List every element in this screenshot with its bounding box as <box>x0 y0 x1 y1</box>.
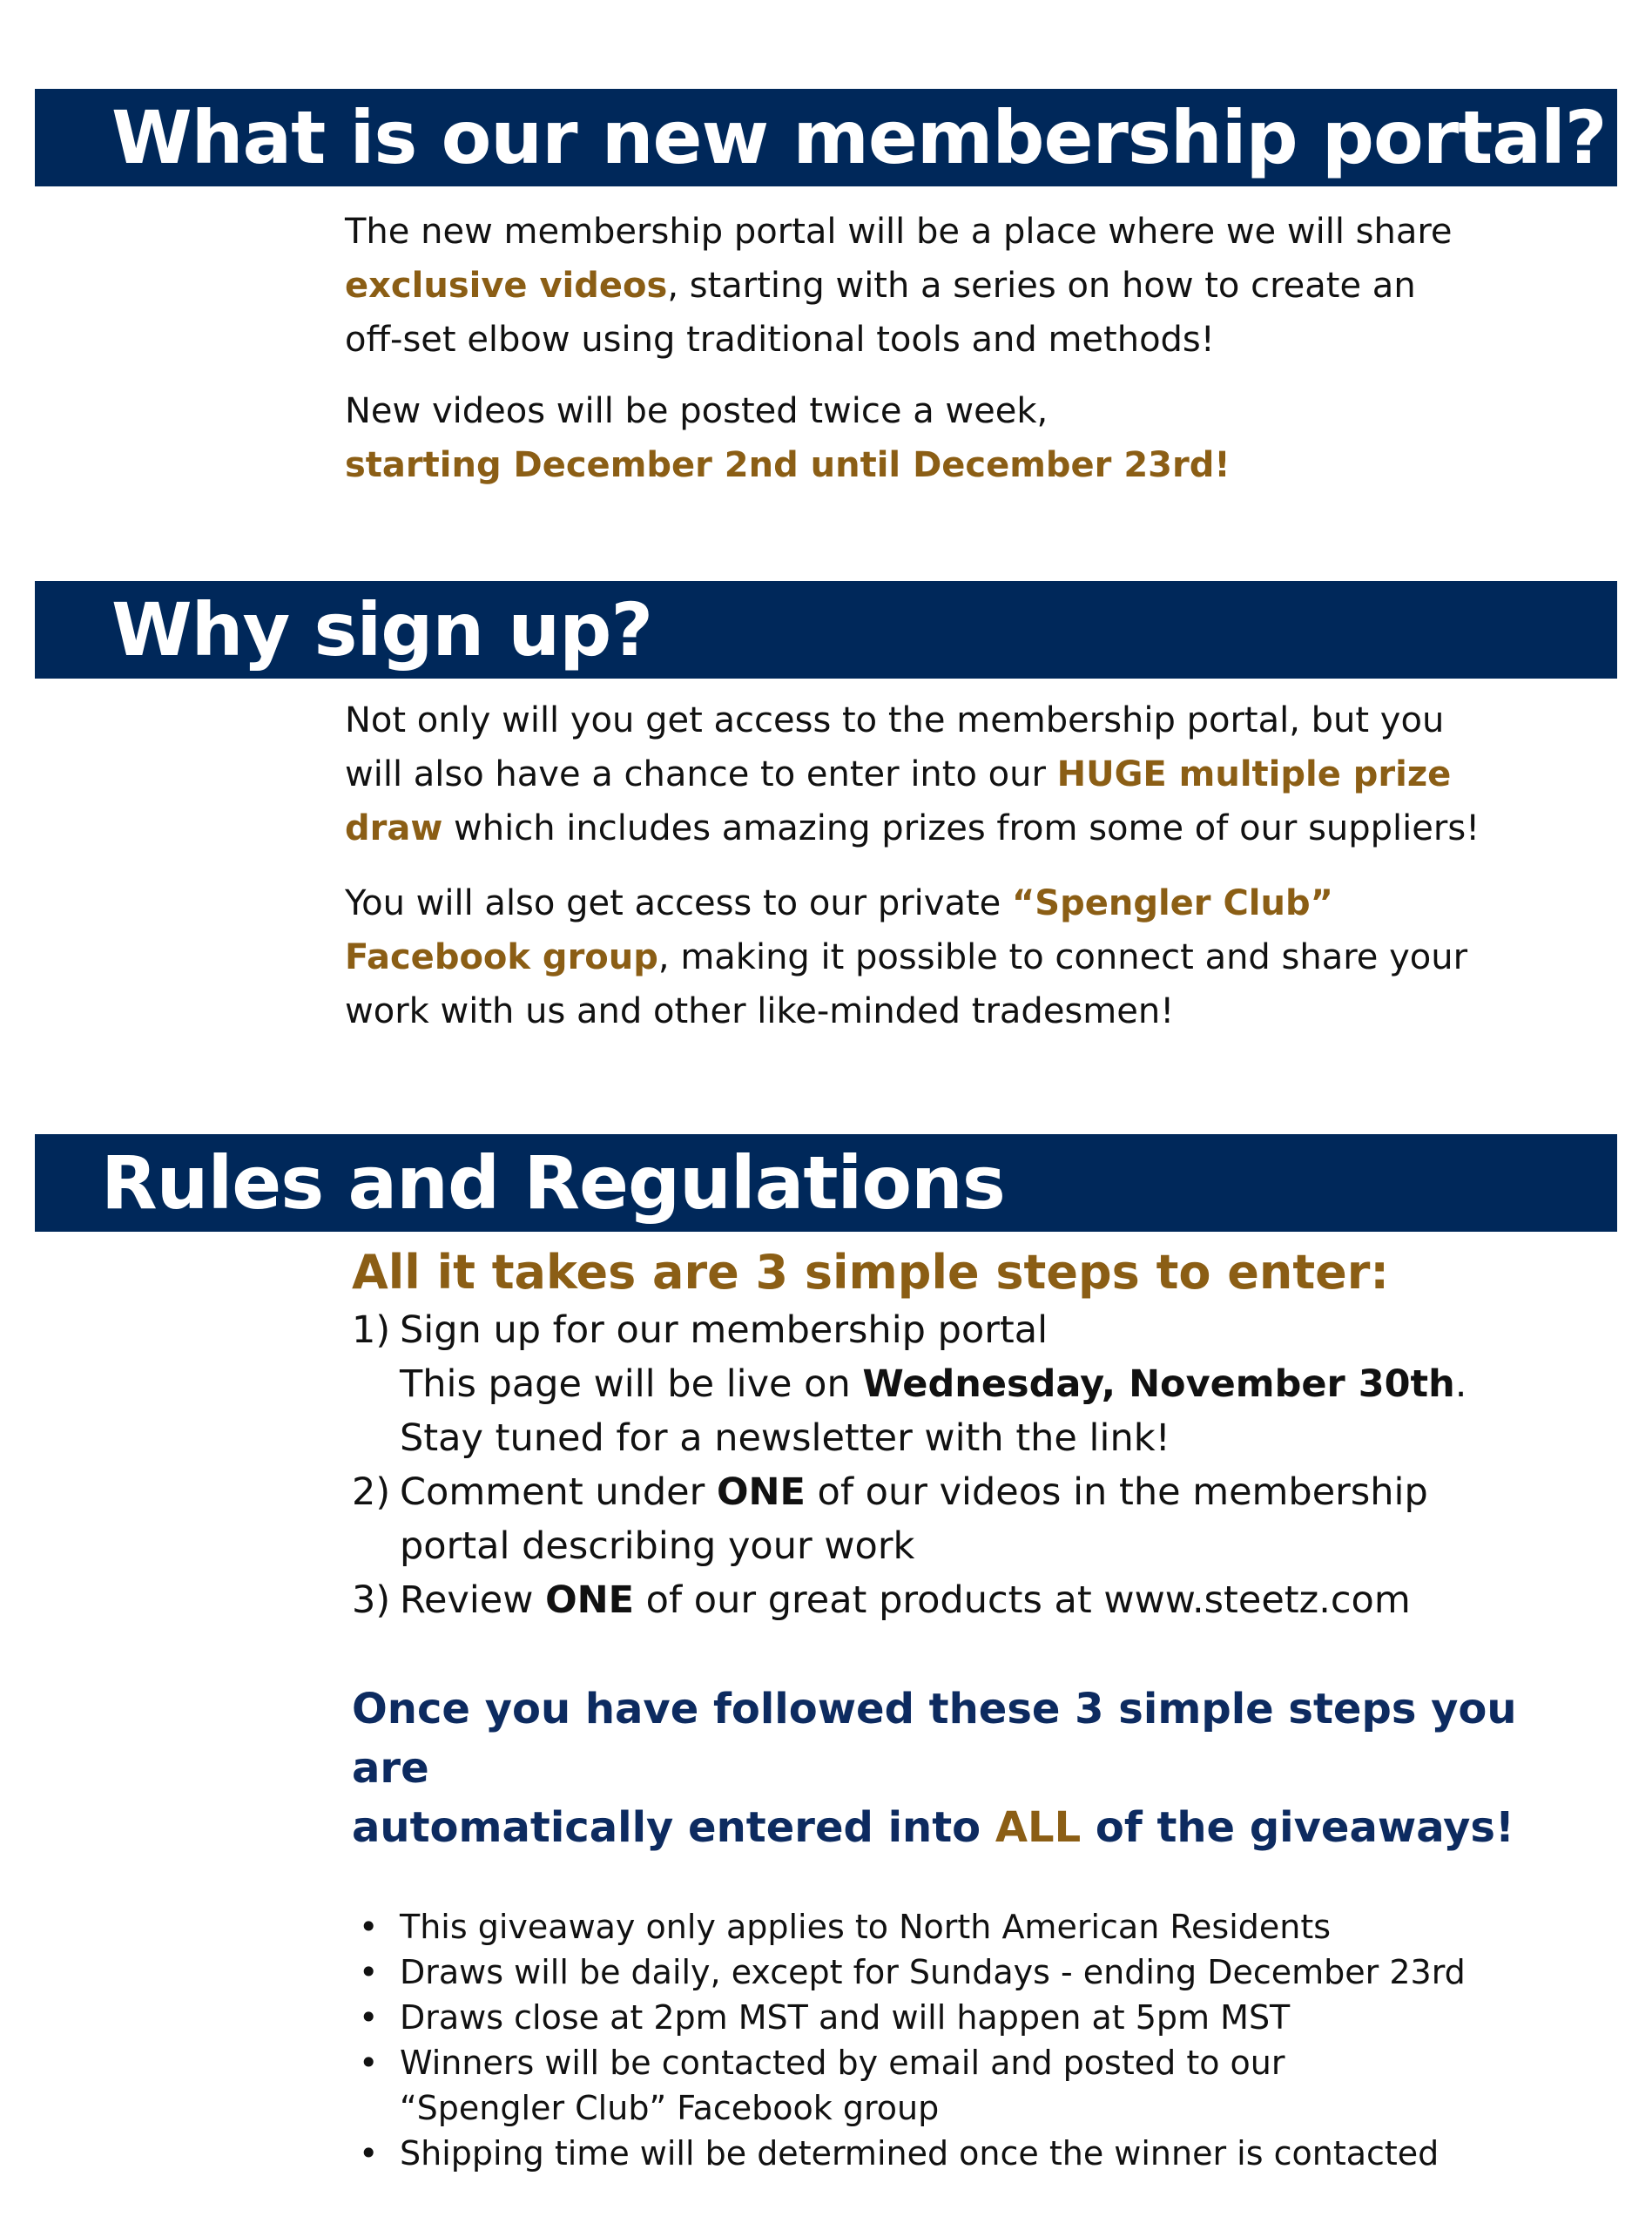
bullet-icon: • <box>359 2044 379 2082</box>
step-text: . <box>1454 1362 1467 1406</box>
section-banner-why-sign-up <box>35 581 1617 679</box>
rule-text: Draws close at 2pm MST and will happen at 5pm MST <box>400 1998 1291 2037</box>
rule-item <box>352 1904 1545 1950</box>
rule-item <box>352 2131 1545 2176</box>
rule-text: Shipping time will be determined once the winner is contacted <box>400 2134 1440 2173</box>
step-text: This page will be live on <box>400 1362 863 1406</box>
text: of the giveaways! <box>1081 1803 1514 1852</box>
text: You will also get access to our private <box>345 883 1001 923</box>
text: Not only will you get access to the membership portal, but you <box>345 700 1445 740</box>
step-emphasis: ONE <box>545 1578 635 1622</box>
schedule-dates-highlight: starting December 2nd until December 23rd! <box>345 445 1231 485</box>
step-item <box>352 1303 1545 1465</box>
text: , starting with a series on how to create an <box>667 266 1416 306</box>
section-banner-membership-portal <box>35 89 1617 186</box>
text: off-set elbow using traditional tools and methods! <box>345 320 1215 360</box>
text: work with us and other like-minded tradesmen! <box>345 991 1175 1031</box>
spengler-club-highlight: “Spengler Club” <box>1011 883 1333 923</box>
posting-schedule <box>345 384 1538 492</box>
rule-item <box>352 1995 1545 2040</box>
rules-section <box>352 1244 1545 2176</box>
bullet-icon: • <box>359 2134 379 2173</box>
step-text: portal describing your work <box>400 1524 915 1568</box>
step-text: Sign up for our membership portal <box>400 1308 1049 1352</box>
step-item <box>352 1573 1545 1627</box>
text: will also have a chance to enter into our <box>345 754 1046 794</box>
all-highlight: ALL <box>995 1803 1082 1852</box>
rule-text: Winners will be contacted by email and posted to our “Spengler Club” Facebook group <box>400 2044 1285 2127</box>
text: , making it possible to connect and share your <box>657 937 1468 977</box>
step-text: Comment under <box>400 1470 717 1514</box>
section-title: What is our new membership portal? <box>111 95 1607 180</box>
live-date: Wednesday, November 30th <box>862 1362 1455 1406</box>
step-text: Review <box>400 1578 546 1622</box>
bullet-icon: • <box>359 1908 379 1946</box>
text: automatically entered into <box>352 1803 995 1852</box>
rule-text: This giveaway only applies to North American Residents <box>400 1908 1332 1946</box>
step-text: Stay tuned for a newsletter with the link! <box>400 1416 1170 1460</box>
step-text: of our videos in the membership <box>805 1470 1428 1514</box>
bullet-icon: • <box>359 1953 379 1991</box>
text: Once you have followed these 3 simple steps you are <box>352 1685 1517 1793</box>
rule-text: Draws will be daily, except for Sundays - ending December 23rd <box>400 1953 1466 1991</box>
steps-heading: All it takes are 3 simple steps to enter: <box>352 1245 1390 1300</box>
section-banner-rules <box>35 1134 1617 1232</box>
step-number: 2) <box>352 1470 391 1514</box>
portal-description <box>345 205 1538 367</box>
facebook-group-highlight: Facebook group <box>345 937 658 977</box>
step-emphasis: ONE <box>716 1470 806 1514</box>
step-item <box>352 1465 1545 1573</box>
text: which includes amazing prizes from some of our suppliers! <box>442 808 1480 848</box>
facebook-group-description <box>345 876 1538 1038</box>
prize-draw-highlight: draw <box>345 808 443 848</box>
step-text: of our great products at www.steetz.com <box>634 1578 1411 1622</box>
exclusive-videos-highlight: exclusive videos <box>345 266 668 306</box>
step-number: 1) <box>352 1308 391 1352</box>
prize-draw-highlight: HUGE multiple prize <box>1056 754 1452 794</box>
prize-draw-description <box>345 693 1538 855</box>
why-sign-up-section <box>345 693 1538 1038</box>
text: New videos will be posted twice a week, <box>345 391 1049 431</box>
steps-list <box>352 1303 1545 1627</box>
giveaway-entry-note <box>352 1679 1545 1857</box>
bullet-icon: • <box>359 1998 379 2037</box>
rule-item <box>352 1950 1545 1995</box>
membership-portal-section <box>345 205 1538 492</box>
section-title: Why sign up? <box>111 587 653 672</box>
rule-item <box>352 2040 1545 2131</box>
text: The new membership portal will be a place where we will share <box>345 212 1453 252</box>
rules-list <box>352 1904 1545 2176</box>
section-title: Rules and Regulations <box>101 1140 1005 1226</box>
step-number: 3) <box>352 1578 391 1622</box>
